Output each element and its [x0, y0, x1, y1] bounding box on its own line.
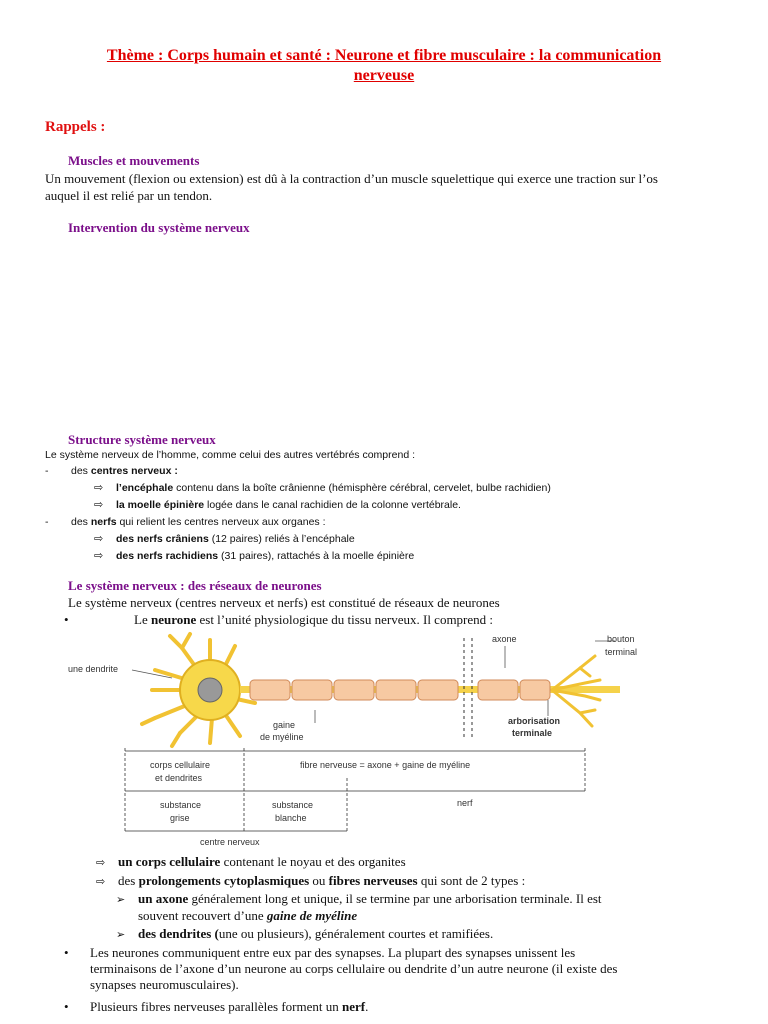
label-bouton-1: bouton — [607, 634, 635, 644]
prolong-rest: qui sont de 2 types : — [417, 873, 526, 888]
craniens-rest: (12 paires) reliés à l’encéphale — [208, 533, 355, 545]
arrow-icon: ⇨ — [96, 857, 106, 869]
label-centre: centre nerveux — [200, 837, 260, 847]
corps-bold: un corps cellulaire — [118, 854, 221, 869]
encephale-rest: contenu dans la boîte crânienne (hémisphère cérébral, cervelet, bulbe rachidien) — [173, 482, 551, 494]
synapse-item — [64, 945, 744, 993]
nerfs-pre: des — [71, 516, 91, 528]
rachidiens-item — [94, 548, 414, 564]
label-gaine-1: gaine — [273, 720, 296, 730]
moelle-item — [94, 497, 461, 513]
label-corps-2: et dendrites — [155, 773, 203, 783]
axone-line-2 — [138, 908, 357, 924]
dash-marker: - — [45, 465, 49, 477]
nerfs-rest: qui relient les centres nerveux aux organes : — [116, 516, 326, 528]
sub-bullet-marker: ➢ — [116, 894, 126, 906]
muscles-line-1: Un mouvement (flexion ou extension) est dû à la contraction d’un muscle squelettique qui exerce une traction sur l’os — [45, 171, 658, 186]
arrow-icon: ⇨ — [94, 499, 104, 511]
prolong-pre: des — [118, 873, 139, 888]
arrow-icon: ⇨ — [94, 533, 104, 545]
title-line-2: nerveuse — [353, 67, 415, 84]
nerf-item — [64, 999, 368, 1015]
prolong-mid: ou — [309, 873, 329, 888]
muscles-paragraph — [45, 170, 745, 204]
rachidiens-rest: (31 paires), rattachés à la moelle épinière — [218, 550, 415, 562]
structure-heading: Structure système nerveux — [68, 432, 216, 447]
centres-item — [45, 463, 178, 479]
label-axone: axone — [492, 634, 517, 644]
axone-bold: un axone — [138, 891, 189, 906]
myelin-sheath-shape — [250, 680, 550, 700]
nerfs-item — [45, 514, 326, 530]
dash-marker: - — [45, 516, 49, 528]
rappels-heading: Rappels : — [45, 119, 106, 135]
encephale-item — [94, 480, 551, 496]
dendrites-rest: une ou plusieurs), généralement courtes et ramifiées. — [218, 926, 494, 941]
encephale-bold: l’encéphale — [116, 482, 174, 494]
label-gaine-2: de myéline — [260, 732, 304, 742]
muscles-heading: Muscles et mouvements — [68, 153, 200, 168]
prolong-bold-1: prolongements cytoplasmiques — [138, 873, 310, 888]
label-blanche-1: substance — [272, 800, 314, 810]
muscles-line-2: auquel il est relié par un tendon. — [45, 188, 213, 203]
neurone-item — [64, 611, 493, 628]
label-grise-2: grise — [170, 813, 190, 823]
corps-rest: contenant le noyau et des organites — [220, 854, 406, 869]
nucleus-shape — [198, 678, 222, 702]
arrow-icon: ⇨ — [94, 482, 104, 494]
bullet-marker: • — [64, 612, 69, 627]
label-corps-1: corps cellulaire — [150, 760, 211, 770]
label-arbor-2: terminale — [512, 728, 553, 738]
page-title — [0, 46, 768, 86]
synapse-line-3: synapses neuromusculaires). — [90, 977, 239, 992]
moelle-bold: la moelle épinière — [116, 499, 205, 511]
dendrites-item — [116, 926, 493, 943]
bullet-marker: • — [64, 945, 69, 960]
label-blanche-2: blanche — [275, 813, 307, 823]
label-grise-1: substance — [160, 800, 202, 810]
structure-intro: Le système nerveux de l’homme, comme celui des autres vertébrés comprend : — [45, 449, 415, 461]
axone-line2-emphasis: gaine de myéline — [266, 908, 358, 923]
label-fibre: fibre nerveuse = axone + gaine de myéline — [300, 760, 471, 770]
craniens-item — [94, 531, 355, 547]
craniens-bold: des nerfs crâniens — [116, 533, 209, 545]
axone-rest: généralement long et unique, il se termine par une arborisation terminale. Il est — [188, 891, 602, 906]
synapse-line-2: terminaisons de l’axone d’un neurone au corps cellulaire ou dendrite d’un autre neurone (il existe des — [90, 961, 618, 976]
axone-item — [116, 891, 716, 908]
label-dendrite: une dendrite — [68, 664, 119, 674]
label-arbor-1: arborisation — [508, 716, 561, 726]
neurone-pre: Le — [134, 612, 151, 627]
prolong-bold-2: fibres nerveuses — [328, 873, 418, 888]
centres-pre: des — [71, 465, 91, 477]
dendrites-bold: des dendrites ( — [138, 926, 219, 941]
bullet-marker: • — [64, 999, 69, 1014]
prolong-item — [96, 873, 525, 890]
neurone-rest: est l’unité physiologique du tissu nerveux. Il comprend : — [196, 612, 494, 627]
centres-bold: centres nerveux : — [90, 465, 178, 477]
reseaux-heading: Le système nerveux : des réseaux de neurones — [68, 578, 322, 593]
synapse-line-1: Les neurones communiquent entre eux par des synapses. La plupart des synapses unissent les — [90, 945, 576, 960]
title-line-1: Thème : Corps humain et santé : Neurone et fibre musculaire : la communication — [106, 47, 662, 64]
nerf-pre: Plusieurs fibres nerveuses parallèles forment un — [90, 999, 342, 1014]
intervention-heading: Intervention du système nerveux — [68, 220, 250, 235]
moelle-rest: logée dans le canal rachidien de la colonne vertébrale. — [204, 499, 461, 511]
label-bouton-2: terminal — [605, 647, 638, 657]
arrow-icon: ⇨ — [94, 550, 104, 562]
sub-bullet-marker: ➢ — [116, 929, 126, 941]
corps-item — [96, 854, 406, 871]
axone-line2-pre: souvent recouvert d’une — [138, 908, 267, 923]
nerf-bold: nerf — [341, 999, 366, 1014]
nerfs-bold: nerfs — [90, 516, 117, 528]
arrow-icon: ⇨ — [96, 876, 106, 888]
neuron-figure — [60, 628, 660, 850]
label-nerf: nerf — [457, 798, 473, 808]
nerf-end: . — [365, 999, 369, 1014]
reseaux-line: Le système nerveux (centres nerveux et nerfs) est constitué de réseaux de neurones — [68, 595, 500, 610]
neurone-bold: neurone — [150, 612, 197, 627]
rachidiens-bold: des nerfs rachidiens — [116, 550, 219, 562]
